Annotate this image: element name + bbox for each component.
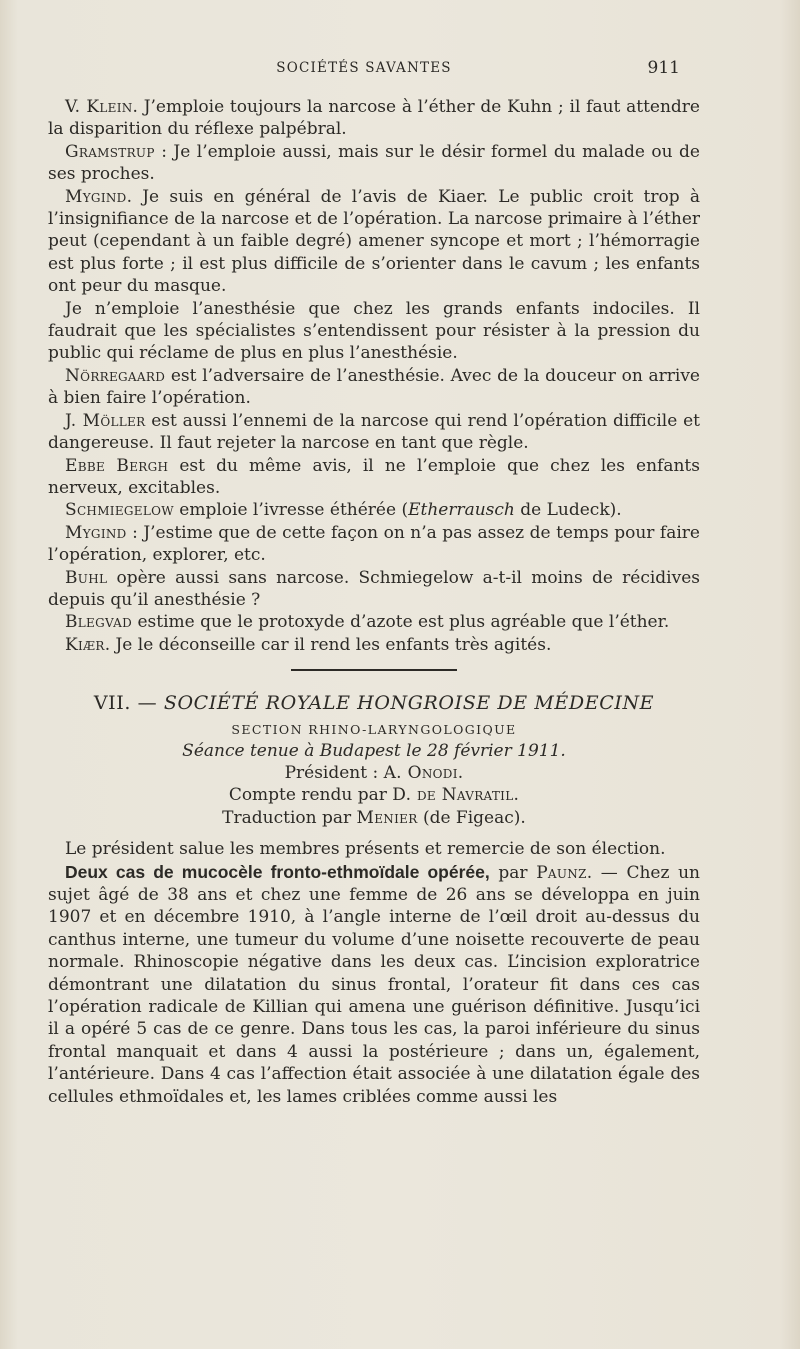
report-line <box>48 784 700 806</box>
paragraph <box>48 96 700 141</box>
speaker-name: Mygind <box>65 186 127 207</box>
president-line <box>48 762 700 784</box>
speaker-name: V. Klein <box>65 97 133 117</box>
paragraph-text: Je n’emploie l’anesthésie que chez les grands enfants indociles. Il faudrait que les spécialistes s’entendissent pour résister à la pression du public qui réclame de plus en plus l’anesthésie. <box>48 298 700 364</box>
speaker-name: J. Möller <box>65 410 146 431</box>
paragraph <box>48 186 700 298</box>
case-by-label: par <box>489 862 537 883</box>
speaker-name: Buhl <box>65 567 108 588</box>
paragraph-text: . Je le déconseille car il rend les enfants très agités. <box>104 634 552 655</box>
speaker-name: Blegvad <box>65 612 133 633</box>
paragraph-text: . Je suis en général de l’avis de Kiaer. Le public croit trop à l’insignifiance de la narcose et de l’opération. La narcose primaire à l’éther peut (cependant à un faible degré) amener syncope et mort ; l’hémorragie est plus forte ; il est plus difficile de s’orienter dans le cavum ; les enfants ont peur du masque. <box>48 186 700 297</box>
section-divider <box>291 669 457 671</box>
paragraph-text: : Je l’emploie aussi, mais sur le désir formel du malade ou de ses proches. <box>48 141 700 185</box>
paragraph-text: estime que le protoxyde d’azote est plus agréable que l’éther. <box>132 612 670 633</box>
translation-line <box>48 807 700 829</box>
section-title-text: SOCIÉTÉ ROYALE HONGROISE DE MÉDECINE <box>163 692 655 715</box>
translator-place: (de Figeac). <box>417 807 526 828</box>
paragraph <box>48 141 700 186</box>
speaker-name: Mygind <box>65 522 127 543</box>
paragraph <box>48 567 700 612</box>
section-subtitle: SECTION RHINO-LARYNGOLOGIQUE <box>231 721 517 737</box>
spacer <box>48 829 700 838</box>
paragraph-text: emploie l’ivresse éthérée ( <box>173 500 409 521</box>
case-paragraph <box>48 861 700 1108</box>
page-number: 911 <box>647 58 680 78</box>
paragraph-text-after: de Ludeck). <box>514 500 622 521</box>
paragraph <box>48 455 700 500</box>
paragraph-italic: Etherrausch <box>408 500 515 521</box>
case-author: Paunz <box>536 862 587 883</box>
translator-name: Menier <box>356 807 418 828</box>
report-author: D. de Navratil. <box>392 785 520 806</box>
paragraph-text: est aussi l’ennemi de la narcose qui rend l’opération difficile et dangereuse. Il faut rejeter la narcose en tant que règle. <box>48 410 700 454</box>
president-name: A. Onodi. <box>383 762 464 783</box>
paragraph <box>48 611 700 633</box>
case-text: . — Chez un sujet âgé de 38 ans et chez une femme de 26 ans se développa en juin 1907 et en décembre 1910, à l’angle interne de l’œil droit au-dessus du canthus interne, une tumeur du volume d’une noisette recouverte de peau normale. Rhinoscopie négative dans les deux cas. L’incision exploratrice démontrant une dilatation du sinus frontal, l’orateur fit dans ces cas l’opération radicale de Killian qui amena une guérison définitive. Jusqu’ici il a opéré 5 cas de ce genre. Dans tous les cas, la paroi inférieure du sinus frontal manquait et dans 4 aussi la postérieure ; dans un, également, l’antérieure. Dans 4 cas l’affection était associée à une dilatation égale des cellules ethmoïdales et, les lames criblées comme aussi les <box>48 862 700 1107</box>
speaker-name: Schmiegelow <box>65 500 174 521</box>
section-number: VII. — <box>93 692 164 715</box>
speaker-name: Nörregaard <box>65 365 166 386</box>
paragraph <box>48 410 700 455</box>
translation-label: Traduction par <box>222 807 357 828</box>
page-body <box>48 96 700 1108</box>
paragraph <box>48 365 700 410</box>
paragraph-text: est l’adversaire de l’anesthésie. Avec de la douceur on arrive à bien faire l’opération. <box>48 365 700 409</box>
paragraph-text: : J’estime que de cette façon on n’a pas assez de temps pour faire l’opération, explorer, etc. <box>48 522 700 566</box>
speaker-name: Kiær <box>65 634 105 655</box>
paragraph <box>48 298 700 365</box>
report-label: Compte rendu par <box>228 785 393 806</box>
paragraph <box>48 499 700 521</box>
section-title <box>48 692 700 714</box>
paragraph-text: opère aussi sans narcose. Schmiegelow a-t-il moins de récidives depuis qu’il anesthésie ? <box>48 567 700 610</box>
paragraph <box>48 522 700 567</box>
running-title: SOCIÉTÉS SAVANTES <box>276 60 452 76</box>
session-date: Séance tenue à Budapest le 28 février 1911. <box>182 740 566 761</box>
paragraph-text: est du même avis, il ne l’emploie que chez les enfants nerveux, excitables. <box>48 455 700 498</box>
case-title: Deux cas de mucocèle fronto-ethmoïdale opérée, <box>65 861 490 882</box>
president-label: Président : <box>284 762 384 783</box>
speaker-name: Ebbe Bergh <box>65 455 169 476</box>
intro-paragraph: Le président salue les membres présents et remercie de son élection. <box>65 839 666 860</box>
speaker-name: Gramstrup <box>65 141 155 162</box>
paragraph <box>48 634 700 656</box>
paragraph-text: . J’emploie toujours la narcose à l’éther de Kuhn ; il faut attendre la disparition du réflexe palpébral. <box>48 97 700 140</box>
page-header <box>48 58 680 84</box>
